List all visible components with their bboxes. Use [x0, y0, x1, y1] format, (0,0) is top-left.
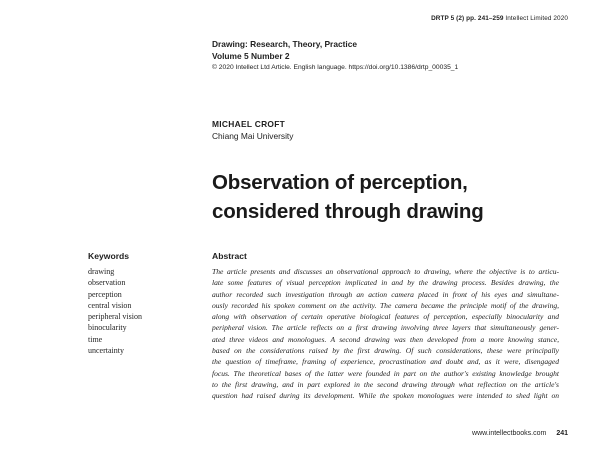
abstract-line: peripheral vision. The article reflects on a first drawing involving three layers that simultaneously gener- [212, 323, 559, 333]
keyword-item: uncertainty [88, 346, 124, 356]
page-number: 241 [556, 430, 568, 437]
abstract-line: question had raised during its development. While the spoken monologues were intended to shed light on [212, 391, 559, 401]
abstract-line: ated three videos and monologues. A second drawing was then developed from a more knowing stance, [212, 334, 559, 344]
abstract-line: to the first drawing, and in part explored in the second drawing through what reflection on the article's [212, 379, 559, 389]
citation: DRTP 5 (2) pp. 241–259 [431, 15, 504, 22]
abstract-heading: Abstract [212, 251, 247, 261]
title-line-2: considered through drawing [212, 200, 484, 223]
journal-info [212, 38, 458, 74]
journal-name: Drawing: Research, Theory, Practice [212, 39, 358, 49]
abstract-line: The article presents and discusses an observational approach to drawing, where the objective is to articu- [212, 267, 559, 276]
keywords-list [88, 266, 142, 356]
keyword-item: central vision [88, 300, 132, 310]
abstract-line: along with observation of certain operative biological features of perception, especially binocularity and [212, 312, 559, 322]
publisher-credit: Intellect Limited 2020 [505, 15, 568, 22]
abstract-line: late some features of visual perception implicated in and by the drawing process. Besides drawing, the [212, 278, 559, 288]
abstract-line: focus. The theoretical bases of the latter were founded in part on the author's existing knowledge brought [212, 368, 559, 378]
keyword-item: perception [88, 289, 122, 299]
journal-volume: Volume 5 Number 2 [212, 51, 290, 61]
abstract-line: author recorded such investigation through an action camera placed in front of his eyes and simultane- [212, 289, 559, 299]
abstract-line: the question of timeframe, framing of experience, procrastination and doubt and, as it were, disengaged [212, 357, 559, 367]
keyword-item: binocularity [88, 323, 127, 333]
author-name: MICHAEL CROFT [212, 119, 286, 129]
abstract-line: based on the considerations raised by the first drawing. Of such considerations, these were principally [212, 346, 559, 356]
keywords-heading: Keywords [88, 251, 130, 261]
keyword-item: time [88, 334, 103, 344]
keyword-item: peripheral vision [88, 312, 142, 322]
title-line-1: Observation of perception, [212, 171, 468, 194]
author-block [212, 118, 293, 142]
abstract-line: ously recorded his spoken comment on the activity. The camera became the principle motif of the drawing, [212, 300, 559, 310]
page-footer [472, 430, 568, 437]
keyword-item: observation [88, 278, 126, 288]
copyright-doi: © 2020 Intellect Ltd Article. English language. https://doi.org/10.1386/drtp_00035_1 [212, 64, 459, 71]
keyword-item: drawing [88, 267, 115, 276]
article-title [212, 168, 552, 226]
running-header [431, 15, 568, 22]
author-affiliation: Chiang Mai University [212, 131, 294, 141]
publisher-url: www.intellectbooks.com [472, 430, 547, 437]
abstract-body [212, 266, 559, 402]
